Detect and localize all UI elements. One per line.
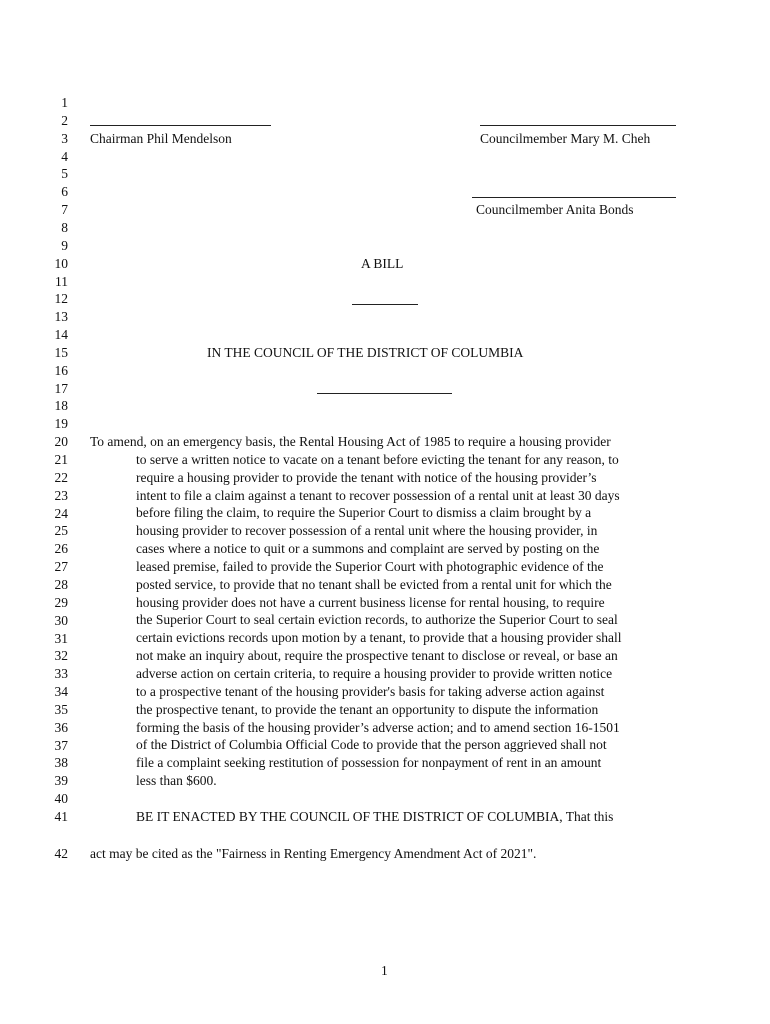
- signature-line-cheh: [480, 125, 676, 126]
- enacting-clause: BE IT ENACTED BY THE COUNCIL OF THE DISTRICT OF COLUMBIA, That this: [136, 809, 614, 824]
- abstract-line: forming the basis of the housing provider’s adverse action; and to amend section 16-1501: [136, 719, 620, 735]
- short-title-line: act may be cited as the "Fairness in Renting Emergency Amendment Act of 2021".: [90, 846, 537, 861]
- line-number: 13: [54, 309, 68, 325]
- line-number: 17: [54, 380, 68, 396]
- line-number: 20: [54, 434, 68, 450]
- line-number: 25: [54, 523, 68, 539]
- line-number: 38: [54, 755, 68, 771]
- council-heading: IN THE COUNCIL OF THE DISTRICT OF COLUMBIA: [207, 345, 524, 360]
- line-number: 18: [54, 398, 68, 414]
- bill-abstract: [90, 433, 690, 790]
- line-number: 37: [54, 737, 68, 753]
- line-number: 42: [54, 846, 68, 861]
- signatory-chairman: Chairman Phil Mendelson: [90, 131, 232, 146]
- abstract-line: To amend, on an emergency basis, the Rental Housing Act of 1985 to require a housing provider: [90, 434, 611, 449]
- line-number: 2: [61, 112, 68, 128]
- signature-line-chairman: [90, 125, 271, 126]
- line-number: 33: [54, 666, 68, 682]
- line-number: 9: [61, 237, 68, 253]
- line-number: 34: [54, 684, 68, 700]
- signatory-cheh: Councilmember Mary M. Cheh: [480, 131, 651, 146]
- abstract-line: file a complaint seeking restitution of possession for nonpayment of rent in an amount: [136, 755, 602, 771]
- line-number: 26: [54, 541, 68, 557]
- abstract-line: cases where a notice to quit or a summons and complaint are served by posting on the: [136, 541, 600, 557]
- abstract-line: housing provider to recover possession of a rental unit where the housing provider, in: [136, 523, 598, 539]
- line-number: 8: [61, 219, 68, 235]
- line-number: 10: [54, 255, 68, 271]
- line-number: 23: [54, 487, 68, 503]
- line-number: 1: [61, 95, 68, 110]
- line-number: 15: [54, 344, 68, 360]
- line-number: 27: [54, 559, 68, 575]
- abstract-line: to a prospective tenant of the housing provider's basis for taking adverse action against: [136, 683, 605, 699]
- abstract-line: the prospective tenant, to provide the tenant an opportunity to dispute the information: [136, 701, 599, 717]
- abstract-line: adverse action on certain criteria, to require a housing provider to provide written notice: [136, 665, 613, 681]
- signature-line-bonds: [472, 197, 676, 198]
- line-number: 5: [61, 166, 68, 182]
- line-number: 41: [54, 809, 68, 824]
- line-number: 4: [61, 148, 68, 164]
- signatory-bonds: Councilmember Anita Bonds: [476, 202, 634, 217]
- date-line: [317, 393, 452, 394]
- line-number: 40: [54, 791, 68, 807]
- line-number: 16: [54, 362, 68, 378]
- line-number: 7: [61, 202, 68, 218]
- line-number: 29: [54, 594, 68, 610]
- line-number: 3: [61, 130, 68, 146]
- abstract-line: to serve a written notice to vacate on a tenant before evicting the tenant for any reason, to: [136, 451, 619, 467]
- page-number: 1: [381, 963, 388, 978]
- line-number: 24: [54, 505, 68, 521]
- bill-number-line: [352, 304, 418, 305]
- abstract-line: posted service, to provide that no tenant shall be evicted from a rental unit for which the: [136, 576, 612, 592]
- line-number: 32: [54, 648, 68, 664]
- abstract-line: intent to file a claim against a tenant to recover possession of a rental unit at least 30 days: [136, 487, 620, 503]
- abstract-line: not make an inquiry about, require the prospective tenant to disclose or reveal, or base an: [136, 648, 618, 664]
- line-number: 6: [61, 184, 68, 200]
- line-number: 21: [54, 452, 68, 467]
- abstract-line: the Superior Court to seal certain eviction records, to authorize the Superior Court to seal: [136, 612, 618, 628]
- line-number: 39: [54, 773, 68, 789]
- abstract-line: housing provider does not have a current business license for rental housing, to require: [136, 594, 605, 610]
- line-number: 28: [54, 576, 68, 592]
- abstract-line: of the District of Columbia Official Code to provide that the person aggrieved shall not: [136, 737, 607, 753]
- abstract-line: require a housing provider to provide the tenant with notice of the housing provider’s: [136, 469, 597, 485]
- line-number: 11: [55, 273, 68, 289]
- abstract-line: leased premise, failed to provide the Superior Court with photographic evidence of the: [136, 558, 604, 574]
- abstract-line: less than $600.: [136, 773, 217, 789]
- abstract-line: before filing the claim, to require the Superior Court to dismiss a claim brought by a: [136, 505, 592, 521]
- line-number: 19: [54, 416, 68, 432]
- line-number: 31: [54, 630, 68, 646]
- line-number: 30: [54, 612, 68, 628]
- line-number: 12: [54, 291, 68, 307]
- line-number: 14: [54, 327, 68, 343]
- line-number: 36: [54, 719, 68, 735]
- abstract-line: certain evictions records upon motion by a tenant, to provide that a housing provider shall: [136, 630, 622, 646]
- a-bill-heading: A BILL: [361, 256, 404, 271]
- line-number: 22: [54, 469, 68, 485]
- line-number: 35: [54, 701, 68, 717]
